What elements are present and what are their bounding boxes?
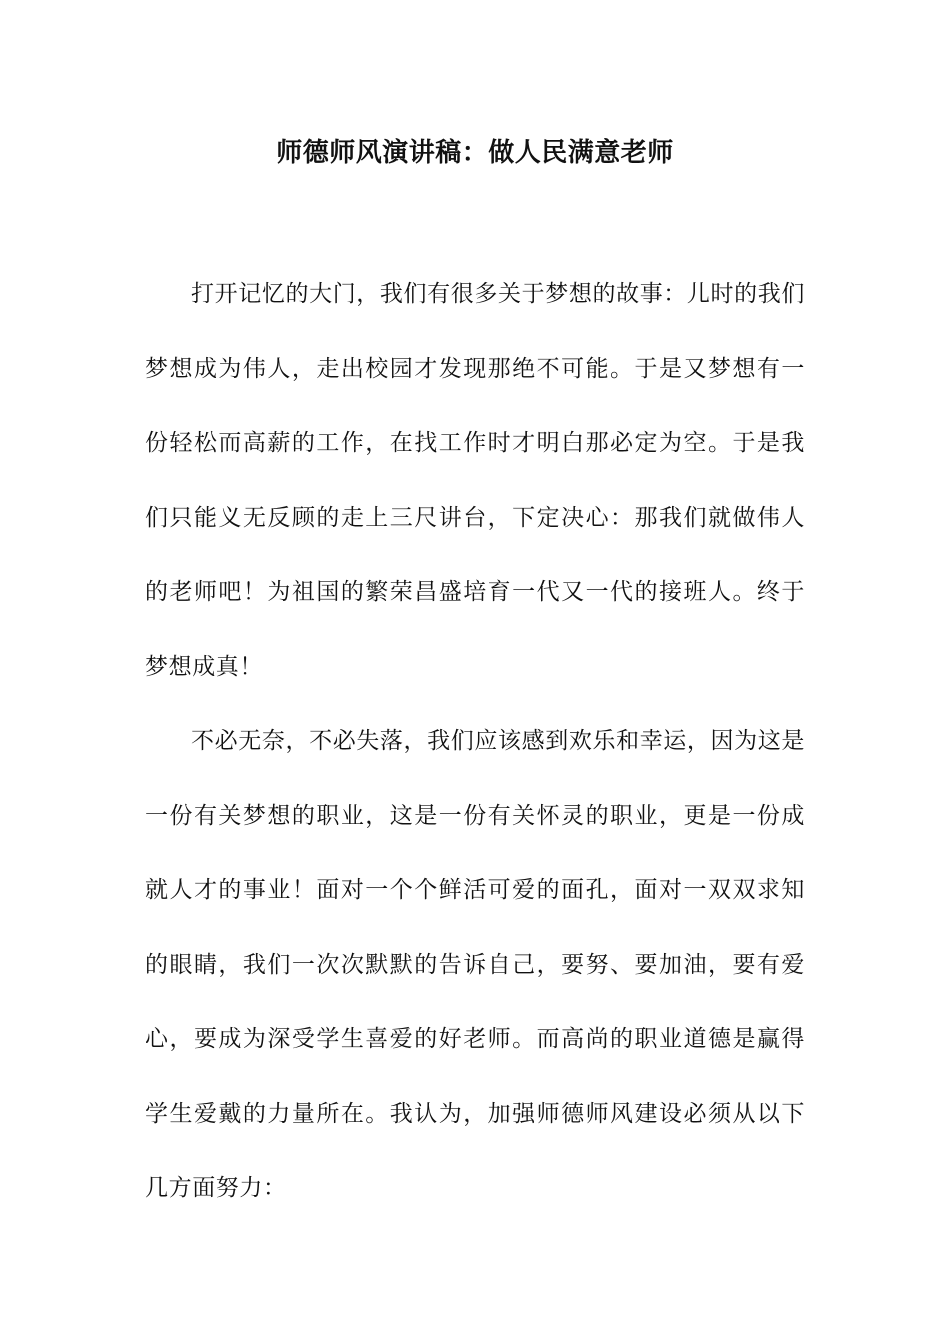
document-title: 师德师风演讲稿：做人民满意老师 xyxy=(276,138,674,168)
paragraph-2: 不必无奈，不必失落，我们应该感到欢乐和幸运，因为这是一份有关梦想的职业，这是一份有关怀灵的职业，更是一份成就人才的事业！面对一个个鲜活可爱的面孔，面对一双双求知的眼睛，我们一次次默默的告诉自己，要努、要加油，要有爱心，要成为深受学生喜爱的好老师。而高尚的职业道德是赢得学生爱戴的力量所在。我认为，加强师德师风建设必须从以下几方面努力： xyxy=(145,728,805,1201)
document-body xyxy=(145,257,805,1226)
paragraph-1: 打开记忆的大门，我们有很多关于梦想的故事：儿时的我们梦想成为伟人，走出校园才发现那绝不可能。于是又梦想有一份轻松而高薪的工作，在找工作时才明白那必定为空。于是我们只能义无反顾的走上三尺讲台，下定决心：那我们就做伟人的老师吧！为祖国的繁荣昌盛培育一代又一代的接班人。终于梦想成真！ xyxy=(145,281,805,680)
